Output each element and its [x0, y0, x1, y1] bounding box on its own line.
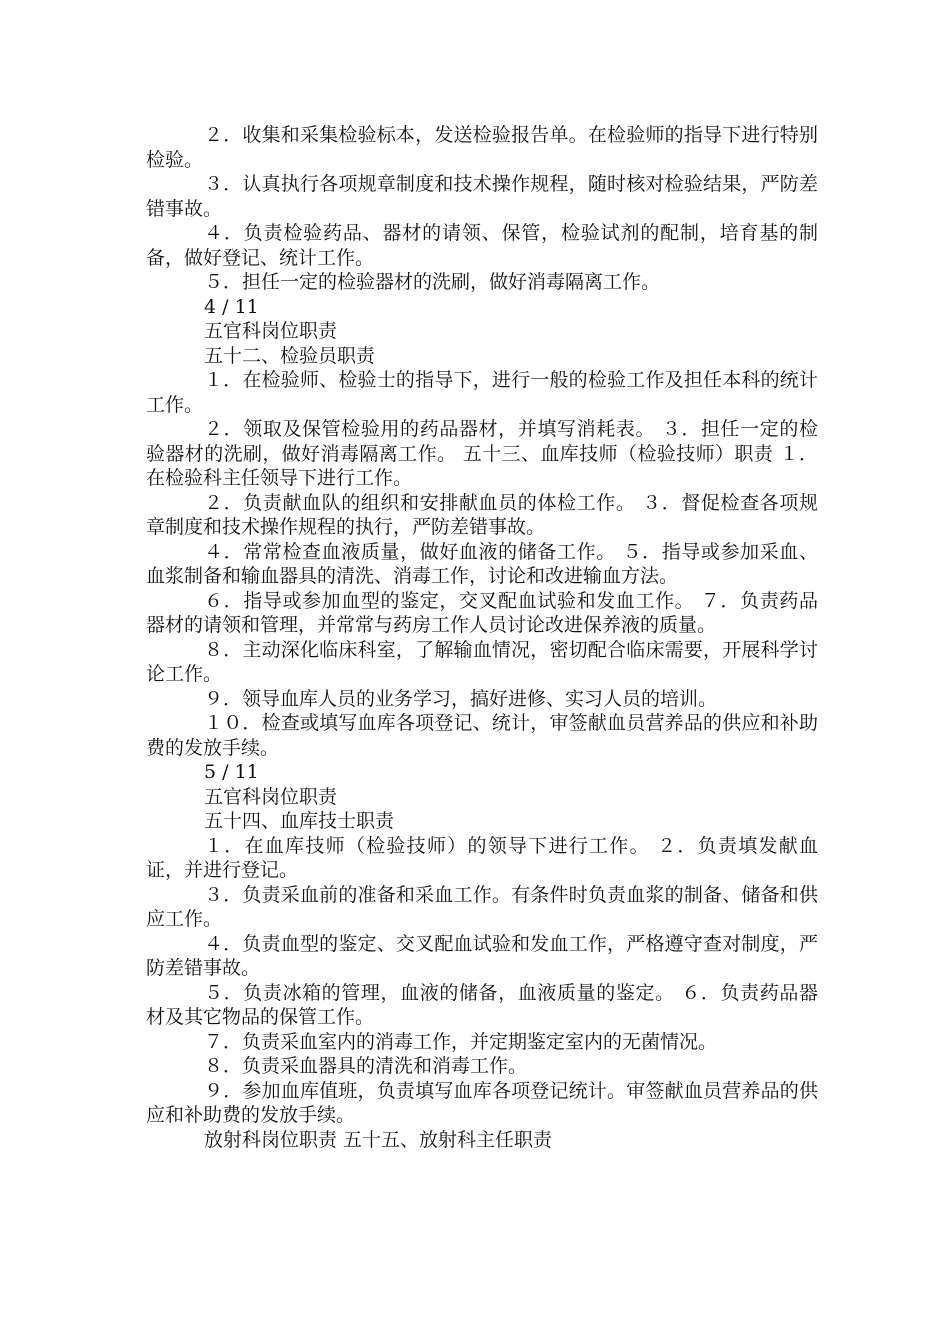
section-heading: 五十四、血库技士职责	[204, 810, 395, 832]
section-heading: 4 / 11	[204, 295, 259, 318]
paragraph: ７．负责采血室内的消毒工作，并定期鉴定室内的无菌情况。	[204, 1030, 718, 1053]
paragraph: ４．负责检验药品、器材的请领、保管，检验试剂的配制，培育基的制备，做好登记、统计工作。	[146, 222, 818, 269]
paragraph: ２．收集和采集检验标本，发送检验报告单。在检验师的指导下进行特别检验。	[146, 124, 818, 171]
paragraph: ３．认真执行各项规章制度和技术操作规程，随时核对检验结果，严防差错事故。	[146, 173, 818, 220]
section-heading: 五十二、检验员职责	[204, 344, 376, 367]
paragraph: ８．主动深化临床科室，了解输血情况，密切配合临床需要，开展科学讨论工作。	[146, 638, 818, 685]
paragraph: ２．负责献血队的组织和安排献血员的体检工作。 ３．督促检查各项规章制度和技术操作规程的执行，严防差错事故。	[146, 491, 818, 538]
paragraph: ４．常常检查血液质量，做好血液的储备工作。 ５．指导或参加采血、血浆制备和输血器具的清洗、消毒工作，讨论和改进输血方法。	[146, 540, 818, 587]
paragraph: ４．负责血型的鉴定、交叉配血试验和发血工作，严格遵守查对制度，严防差错事故。	[146, 932, 818, 979]
paragraph: ９．参加血库值班，负责填写血库各项登记统计。审签献血员营养品的供应和补助费的发放手续。	[146, 1079, 818, 1126]
paragraph: ５．担任一定的检验器材的洗刷，做好消毒隔离工作。	[204, 271, 661, 293]
paragraph: ３．负责采血前的准备和采血工作。有条件时负责血浆的制备、储备和供应工作。	[146, 883, 818, 930]
paragraph: ９．领导血库人员的业务学习，搞好进修、实习人员的培训。	[204, 687, 718, 710]
paragraph: １０．检查或填写血库各项登记、统计，审签献血员营养品的供应和补助费的发放手续。	[146, 712, 818, 759]
document-body	[146, 123, 818, 1152]
section-heading: 放射科岗位职责 五十五、放射科主任职责	[204, 1128, 553, 1151]
paragraph: ２．领取及保管检验用的药品器材，并填写消耗表。 ３．担任一定的检验器材的洗刷，做好消毒隔离工作。 五十三、血库技师（检验技师）职责 １．在检验科主任领导下进行工作。	[146, 418, 818, 489]
section-heading: 5 / 11	[204, 761, 259, 783]
paragraph: ６．指导或参加血型的鉴定，交叉配血试验和发血工作。 ７．负责药品器材的请领和管理，并常常与药房工作人员讨论改进保养液的质量。	[146, 589, 818, 636]
paragraph: １．在检验师、检验士的指导下，进行一般的检验工作及担任本科的统计工作。	[146, 369, 818, 416]
paragraph: ８．负责采血器具的清洗和消毒工作。	[204, 1055, 528, 1077]
paragraph: １．在血库技师（检验技师）的领导下进行工作。 ２．负责填发献血证，并进行登记。	[146, 834, 818, 881]
paragraph: ５．负责冰箱的管理，血液的储备，血液质量的鉴定。 ６．负责药品器材及其它物品的保管工作。	[146, 981, 818, 1028]
section-heading: 五官科岗位职责	[204, 320, 338, 342]
section-heading: 五官科岗位职责	[204, 785, 338, 808]
